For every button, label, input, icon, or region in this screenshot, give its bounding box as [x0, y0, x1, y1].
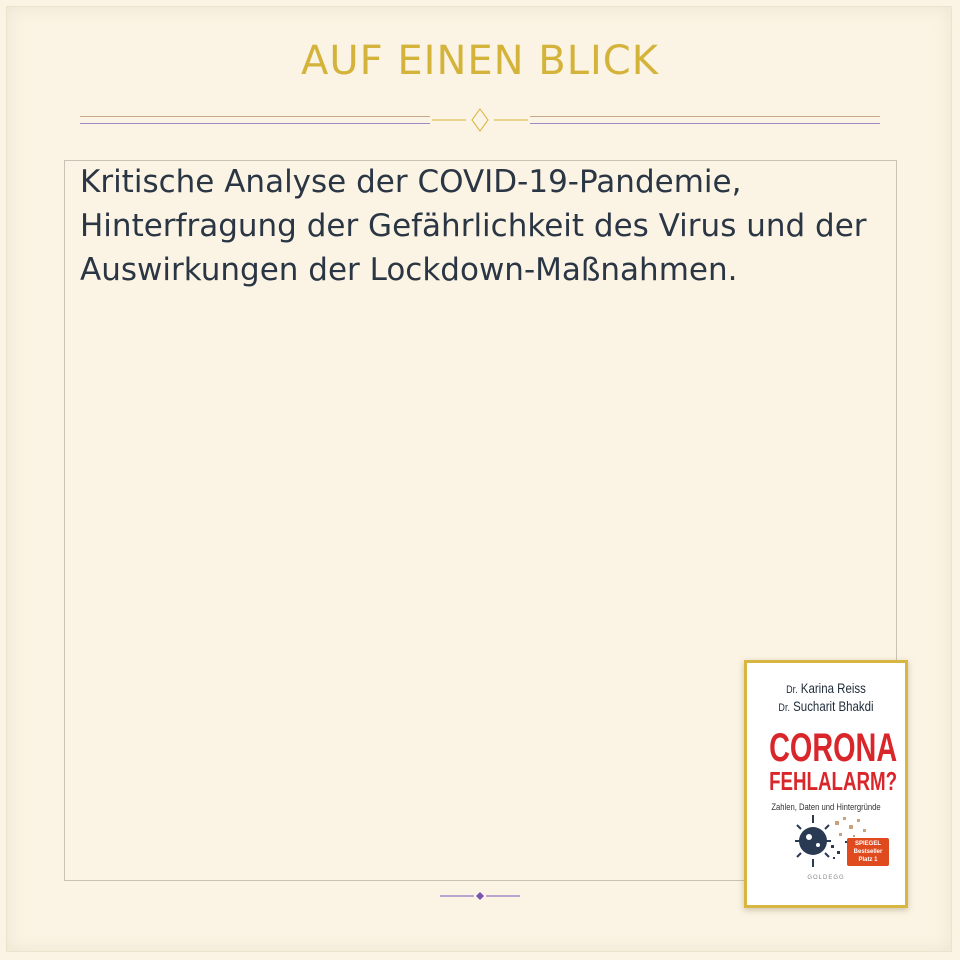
cover-author-2: [761, 698, 891, 716]
cover-title-line-2: FEHLALARM?: [769, 766, 898, 796]
page-title: AUF EINEN BLICK: [301, 38, 659, 84]
badge-line-3: Platz 1: [858, 857, 878, 863]
diamond-ornament-icon: [430, 107, 530, 133]
summary-text: Kritische Analyse der COVID-19-Pandemie, Hinterfragung der Gefährlichkeit des Virus und der Auswirkungen der Lockdown-Maßnahmen.: [80, 164, 867, 288]
cover-author-2-prefix: Dr.: [778, 702, 790, 714]
book-cover: [744, 660, 908, 908]
cover-author-1: [761, 680, 891, 698]
bestseller-badge: [847, 838, 889, 866]
cover-author-1-prefix: Dr.: [786, 684, 798, 696]
cover-author-2-name: Sucharit Bhakdi: [793, 698, 874, 714]
cover-author-1-name: Karina Reiss: [800, 680, 866, 696]
footer-diamond-icon: [438, 888, 522, 904]
badge-line-2: Bestseller: [853, 849, 883, 855]
cover-authors: [747, 680, 905, 716]
cover-publisher: GOLDEGG: [807, 875, 845, 881]
badge-line-1: SPIEGEL: [854, 841, 881, 847]
cover-title-line-1: CORONA: [769, 726, 898, 770]
cover-subtitle: Zahlen, Daten und Hintergründe: [771, 802, 881, 812]
